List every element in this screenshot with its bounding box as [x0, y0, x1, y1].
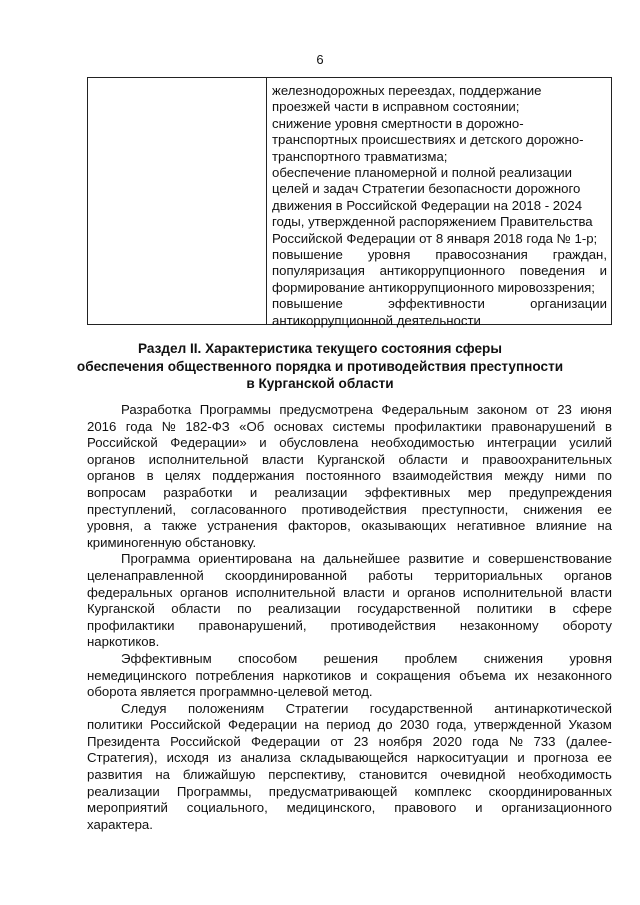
word: органов [180, 584, 229, 600]
word: популяризация [272, 263, 365, 279]
word: Стратегии [285, 700, 349, 716]
word: факторов, [288, 518, 351, 534]
word: из [217, 750, 232, 766]
body-line: характера. [87, 816, 153, 832]
word: скоординированных [488, 783, 612, 799]
table-line: снижение уровня смертности в дорожно- [272, 115, 524, 131]
word: правонарушений [491, 418, 596, 434]
word: и [259, 435, 267, 451]
word: постоянного [305, 468, 381, 484]
word: (далее- [565, 733, 612, 749]
body-line [87, 468, 612, 485]
body-line [87, 717, 612, 734]
word: реализации [87, 783, 160, 799]
body-line [87, 651, 612, 668]
word: власти [570, 584, 612, 600]
table-fragment [87, 77, 612, 328]
word: способом [238, 650, 298, 666]
word: медицинского, [286, 800, 376, 816]
table-line [272, 247, 607, 263]
word: поддержания [212, 468, 295, 484]
word: целях [165, 468, 201, 484]
word: вопросам [87, 484, 146, 500]
word: организационного [501, 800, 612, 816]
word: и [360, 667, 368, 683]
section-heading [0, 340, 640, 393]
body-line [87, 701, 612, 718]
word: исполнительной [148, 451, 249, 467]
word: преступлений, [87, 501, 177, 517]
word: области [171, 601, 221, 617]
word: Программа [121, 551, 191, 567]
word: Курганской [317, 451, 385, 467]
word: Программы [199, 402, 271, 417]
word: повышение [272, 296, 343, 312]
word: правосознания [435, 247, 528, 263]
word: проблем [404, 650, 458, 666]
word: на [300, 551, 315, 567]
word: утвержденной [473, 717, 562, 733]
word: правонарушений, [198, 617, 307, 633]
word: их [514, 667, 529, 683]
word: становится [358, 767, 428, 783]
word: незаконному [459, 617, 539, 633]
body-line [87, 800, 612, 817]
word: развитие [408, 551, 465, 567]
word: основах [273, 418, 324, 434]
body-line [87, 767, 612, 784]
word: эффективных [364, 484, 451, 500]
word: законом [476, 402, 528, 417]
table-line: антикоррупционной деятельности [272, 312, 481, 328]
word: исходя [166, 750, 209, 766]
word: снижения [523, 501, 583, 517]
body-line [87, 618, 612, 635]
word: Российской [170, 733, 241, 749]
body-line [87, 551, 612, 568]
word: целенаправленной [87, 567, 204, 583]
word: 23 [353, 733, 369, 749]
word: предусматривающей [268, 783, 398, 799]
word: июня [580, 402, 612, 417]
table-line: формирование антикоррупционного мировоззрения; [272, 279, 595, 295]
word: на [597, 518, 612, 534]
heading-line: в Курганской области [246, 376, 394, 391]
word: повышение [272, 247, 343, 263]
word: взаимодействия [392, 468, 493, 484]
word: комплекс [414, 783, 472, 799]
word: Курганской [87, 601, 155, 617]
word: уровня [569, 650, 612, 666]
word: усилий [569, 435, 612, 451]
word: Российской [87, 435, 158, 451]
word: период [326, 717, 371, 733]
word: и [517, 750, 525, 766]
word: очевидной [440, 767, 506, 783]
body-line: криминогенную обстановку. [87, 534, 257, 550]
word: негативное [456, 518, 526, 534]
word: анализа [240, 750, 291, 766]
word: мероприятий [87, 800, 168, 816]
word: граждан, [552, 247, 607, 263]
word: незаконного [537, 667, 612, 683]
table-line [272, 296, 607, 312]
word: № [161, 418, 176, 434]
word: наркотиков [282, 667, 352, 683]
word: эффективности [388, 296, 485, 312]
word: реализации [268, 601, 341, 617]
word: Стратегия), [87, 750, 158, 766]
word: совершенствование [488, 551, 612, 567]
body-line [87, 518, 612, 535]
table-line: проезжей части в исправном состоянии; [272, 99, 520, 115]
word: от [330, 733, 344, 749]
word: и [599, 263, 607, 279]
word: 2020 [432, 733, 462, 749]
body-line [87, 601, 612, 618]
word: социального, [186, 800, 268, 816]
word: 733 [533, 733, 556, 749]
word: интеграции [486, 435, 557, 451]
word: профилактики [87, 617, 175, 633]
word: государственной [357, 601, 461, 617]
body-line [87, 485, 612, 502]
word: по [597, 468, 612, 484]
table-line: транспортного травматизма; [272, 148, 448, 164]
word: поведения [519, 263, 585, 279]
word: а [143, 518, 152, 534]
word: на [155, 767, 170, 783]
word: работы [368, 567, 413, 583]
word: потребления [195, 667, 274, 683]
word: необходимостью [370, 435, 475, 451]
word: года, [436, 717, 467, 733]
word: профилактики [394, 418, 482, 434]
word: наркоситуации [416, 750, 509, 766]
word: уровня, [87, 518, 134, 534]
word: правоохранительных [482, 451, 612, 467]
word: 182-ФЗ [185, 418, 230, 434]
table-line: годы, утвержденной распоряжением Правительства [272, 214, 593, 230]
body-line [87, 750, 612, 767]
word: скоординированной [224, 567, 348, 583]
word: обусловлена [279, 435, 359, 451]
word: власти [261, 451, 304, 467]
word: исполнительной [235, 584, 336, 600]
word: Федерации [251, 733, 321, 749]
word: Эффективным [121, 650, 212, 666]
word: государственной [369, 700, 473, 716]
word: Федерации [228, 717, 298, 733]
body-line [87, 452, 612, 469]
word: объема [459, 667, 506, 683]
word: в [146, 468, 154, 484]
word: уровня [367, 247, 411, 263]
word: необходимость [518, 767, 612, 783]
word: от [535, 402, 549, 417]
word: органов [563, 567, 612, 583]
body-line [87, 502, 612, 519]
word: и [392, 584, 400, 600]
word: перспективу, [268, 767, 347, 783]
word: реализации [274, 484, 348, 500]
word: Федерации» [170, 435, 247, 451]
word: Федеральным [381, 402, 469, 417]
word: антикоррупционного [379, 263, 506, 279]
word: по [237, 601, 252, 617]
word: также [161, 518, 197, 534]
word: органов [87, 468, 136, 484]
body-line: оборота является программно-целевой метод. [87, 684, 373, 700]
word: политики [476, 601, 533, 617]
word: и [475, 800, 483, 816]
word: обороту [562, 617, 612, 633]
word: устранения [207, 518, 278, 534]
body-line [87, 734, 612, 751]
word: 2030 [399, 717, 430, 733]
word: противодействия [301, 501, 407, 517]
table-line: обеспечение планомерной и полной реализации [272, 165, 573, 181]
page-number: 6 [316, 52, 324, 67]
word: ее [597, 501, 612, 517]
body-line [87, 784, 612, 801]
word: политики [87, 717, 143, 733]
word: территориальных [434, 567, 543, 583]
word: между [504, 468, 544, 484]
word: области [398, 451, 448, 467]
word: разработки [163, 484, 233, 500]
word: ориентирована [198, 551, 292, 567]
word: на [304, 717, 320, 733]
body-text [87, 402, 612, 833]
word: Российской [150, 717, 221, 733]
heading-line: обеспечения общественного порядка и противодействия преступности [76, 358, 564, 374]
word: федеральных [87, 584, 173, 600]
word: развития [87, 767, 143, 783]
word: в [604, 418, 612, 434]
body-line [87, 568, 612, 585]
word: мер [467, 484, 492, 500]
word: и [472, 551, 480, 567]
word: года [125, 418, 153, 434]
word: и [461, 451, 469, 467]
word: ближайшую [182, 767, 256, 783]
word: Разработка [121, 402, 192, 417]
word: антинаркотической [494, 700, 612, 716]
table-cell-left [88, 78, 267, 324]
word: влияние [535, 518, 587, 534]
word: в [549, 601, 557, 617]
word: сфере [572, 601, 612, 617]
word: «Об [239, 418, 265, 434]
body-line: наркотиков. [87, 634, 160, 650]
word: до [377, 717, 393, 733]
word: дальнейшее [323, 551, 401, 567]
word: снижения [483, 650, 543, 666]
word: немедицинского [87, 667, 187, 683]
table-line [272, 263, 607, 279]
word: года [472, 733, 499, 749]
word: ноября [378, 733, 423, 749]
word: противодействия [330, 617, 436, 633]
word: 23 [557, 402, 572, 417]
body-line [87, 668, 612, 685]
word: ними [554, 468, 586, 484]
word: организации [530, 296, 607, 312]
word: оказывающих [361, 518, 447, 534]
word: 2016 [87, 418, 117, 434]
word: Следуя [121, 700, 167, 716]
word: исполнительной [462, 584, 563, 600]
table-line: транспортных происшествиях и детского дорожно- [272, 132, 584, 148]
word: правового [394, 800, 457, 816]
word: и [249, 484, 258, 500]
word: складывающейся [299, 750, 408, 766]
word: предусмотрена [279, 402, 374, 417]
word: ее [597, 750, 612, 766]
word: положениям [187, 700, 265, 716]
body-line [87, 585, 612, 602]
word: органов [407, 584, 456, 600]
body-line [87, 402, 612, 419]
word: системы [332, 418, 385, 434]
word: преступности, [421, 501, 509, 517]
table-cell-right [267, 78, 611, 328]
word: предупреждения [508, 484, 612, 500]
table-line: движения в Российской Федерации на 2018 - 2024 [272, 197, 583, 213]
table-line: Российской Федерации от 8 января 2018 года № 1-р; [272, 230, 598, 246]
word: власти [343, 584, 385, 600]
table-line: железнодорожных переездах, поддержание [272, 83, 542, 98]
word: № [509, 733, 524, 749]
heading-line: Раздел II. Характеристика текущего состояния сферы [138, 341, 502, 356]
body-line [87, 419, 612, 436]
word: сокращения [376, 667, 451, 683]
table-line: целей и задач Стратегии безопасности дорожного [272, 181, 581, 197]
body-line [87, 435, 612, 452]
word: прогноза [533, 750, 589, 766]
word: органов [87, 451, 136, 467]
word: Программы, [176, 783, 252, 799]
word: согласованного [190, 501, 287, 517]
word: Президента [87, 733, 160, 749]
word: решения [323, 650, 379, 666]
word: Указом [568, 717, 612, 733]
